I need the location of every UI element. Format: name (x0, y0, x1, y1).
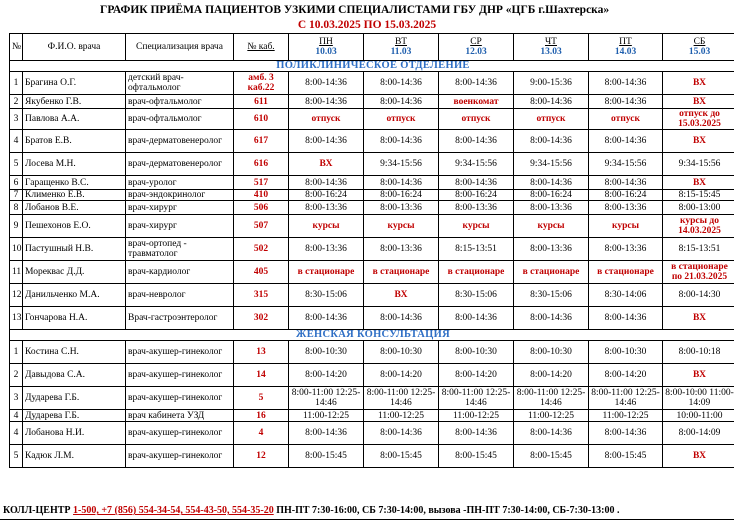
schedule-cell: 8:00-14:20 (589, 364, 663, 387)
table-row (10, 153, 734, 176)
schedule-cell: 8:00-14:36 (364, 422, 439, 445)
cabinet-number: 410 (234, 190, 289, 201)
schedule-cell: военкомат (439, 95, 514, 109)
schedule-cell: ВХ (289, 153, 364, 176)
row-number: 4 (10, 422, 23, 445)
row-number: 11 (10, 261, 23, 284)
schedule-table (9, 33, 734, 468)
table-row (10, 364, 734, 387)
row-number: 5 (10, 153, 23, 176)
row-number: 1 (10, 72, 23, 95)
cabinet-number: 507 (234, 215, 289, 238)
page-title: ГРАФИК ПРИЁМА ПАЦИЕНТОВ УЗКИМИ СПЕЦИАЛИСТАМИ ГБУ ДНР «ЦГБ г.Шахтерска» (100, 4, 610, 16)
schedule-cell: 8:00-14:36 (289, 95, 364, 109)
schedule-cell: 8:00-14:20 (514, 364, 589, 387)
schedule-cell: 8:00-14:36 (589, 307, 663, 330)
cabinet-number: 14 (234, 364, 289, 387)
table-row (10, 261, 734, 284)
schedule-cell: ВХ (663, 176, 734, 190)
table-header-row (10, 34, 734, 61)
schedule-cell: 11:00-12:25 (589, 410, 663, 422)
doctor-name: Гаращенко В.С. (23, 176, 126, 190)
footer-phones[interactable]: 1-500, +7 (856) 554-34-54, 554-43-50, 554-35-20 (73, 505, 274, 516)
schedule-cell: 11:00-12:25 (289, 410, 364, 422)
doctor-name: Пастушный Н.В. (23, 238, 126, 261)
schedule-cell: 8:00-13:36 (514, 201, 589, 215)
table-row (10, 445, 734, 468)
schedule-cell: 8:00-10:30 (514, 341, 589, 364)
cabinet-number: 506 (234, 201, 289, 215)
cabinet-number: 5 (234, 387, 289, 410)
doctor-name: Братов Е.В. (23, 130, 126, 153)
schedule-cell: 8:00-15:45 (289, 445, 364, 468)
schedule-cell: ВХ (663, 72, 734, 95)
row-number: 3 (10, 387, 23, 410)
schedule-cell: 8:00-16:24 (589, 190, 663, 201)
schedule-cell: 8:00-11:00 12:25-14:46 (589, 387, 663, 410)
doctor-specialization: врач-хирург (126, 215, 234, 238)
call-center-footer (3, 505, 733, 516)
bottom-rule (0, 519, 734, 520)
doctor-specialization: врач-акушер-гинеколог (126, 364, 234, 387)
doctor-name: Клименко Е.В. (23, 190, 126, 201)
doctor-specialization: врач-акушер-гинеколог (126, 387, 234, 410)
doctor-specialization: врач-офтальмолог (126, 95, 234, 109)
table-row (10, 341, 734, 364)
table-row (10, 387, 734, 410)
table-row (10, 307, 734, 330)
doctor-specialization: врач-эндокринолог (126, 190, 234, 201)
schedule-cell: курсы (589, 215, 663, 238)
doctor-specialization: врач-акушер-гинеколог (126, 445, 234, 468)
schedule-cell: 8:00-14:36 (589, 130, 663, 153)
schedule-cell: 8:00-14:36 (364, 130, 439, 153)
schedule-cell: 8:00-15:45 (364, 445, 439, 468)
cabinet-number: 16 (234, 410, 289, 422)
section-title: ЖЕНСКАЯ КОНСУЛЬТАЦИЯ (10, 330, 734, 341)
schedule-cell: ВХ (663, 364, 734, 387)
schedule-cell: курсы до 14.03.2025 (663, 215, 734, 238)
schedule-cell: 8:00-10:00 11:00-14:09 (663, 387, 734, 410)
table-row (10, 176, 734, 190)
schedule-cell: 8:00-11:00 12:25-14:46 (289, 387, 364, 410)
schedule-cell: 9:34-15:56 (663, 153, 734, 176)
schedule-cell: 9:34-15:56 (589, 153, 663, 176)
schedule-cell: 11:00-12:25 (514, 410, 589, 422)
header-num: № (10, 34, 23, 61)
schedule-cell: ВХ (663, 307, 734, 330)
schedule-cell: 11:00-12:25 (364, 410, 439, 422)
cabinet-number: 405 (234, 261, 289, 284)
schedule-cell: 8:00-14:36 (289, 176, 364, 190)
cabinet-number: 610 (234, 109, 289, 130)
schedule-cell: 8:00-14:36 (289, 72, 364, 95)
schedule-cell: 8:00-13:36 (289, 238, 364, 261)
row-number: 10 (10, 238, 23, 261)
schedule-cell: 8:00-14:36 (589, 422, 663, 445)
header-day-thu: ЧТ 13.03 (514, 34, 589, 61)
header-cab: № каб. (234, 34, 289, 61)
schedule-cell: 8:00-11:00 12:25-14:46 (364, 387, 439, 410)
schedule-cell: 8:00-14:36 (289, 130, 364, 153)
schedule-cell: 8:15-13:51 (439, 238, 514, 261)
schedule-cell: 9:00-15:36 (514, 72, 589, 95)
schedule-cell: 8:00-13:36 (364, 238, 439, 261)
schedule-cell: 8:00-16:24 (364, 190, 439, 201)
row-number: 9 (10, 215, 23, 238)
schedule-cell: отпуск (439, 109, 514, 130)
schedule-cell: ВХ (663, 130, 734, 153)
schedule-cell: 8:15-13:51 (663, 238, 734, 261)
schedule-cell: 9:34-15:56 (439, 153, 514, 176)
doctor-name: Якубенко Г.В. (23, 95, 126, 109)
schedule-cell: отпуск (514, 109, 589, 130)
schedule-cell: 8:00-10:30 (439, 341, 514, 364)
doctor-name: Дударева Г.Б. (23, 387, 126, 410)
schedule-cell: в стационаре (589, 261, 663, 284)
doctor-name: Лобанова Н.И. (23, 422, 126, 445)
schedule-cell: 8:00-14:36 (439, 176, 514, 190)
schedule-cell: 8:00-14:36 (514, 307, 589, 330)
table-row (10, 410, 734, 422)
doctor-specialization: врач-кардиолог (126, 261, 234, 284)
footer-prefix: КОЛЛ-ЦЕНТР (3, 505, 74, 516)
schedule-cell: 8:30-15:06 (439, 284, 514, 307)
schedule-cell: 8:00-10:30 (289, 341, 364, 364)
header-spec: Специализация врача (126, 34, 234, 61)
table-row (10, 201, 734, 215)
schedule-cell: в стационаре (364, 261, 439, 284)
doctor-specialization: врач-дерматовенеролог (126, 153, 234, 176)
schedule-cell: 8:00-14:30 (663, 284, 734, 307)
schedule-cell: 8:00-13:36 (589, 201, 663, 215)
schedule-cell: 8:00-14:36 (364, 176, 439, 190)
table-row (10, 190, 734, 201)
doctor-name: Лосева М.Н. (23, 153, 126, 176)
schedule-cell: 8:15-15:45 (663, 190, 734, 201)
doctor-name: Пешехонов Е.О. (23, 215, 126, 238)
doctor-specialization: врач-дерматовенеролог (126, 130, 234, 153)
schedule-cell: курсы (289, 215, 364, 238)
doctor-name: Данильченко М.А. (23, 284, 126, 307)
schedule-cell: 8:00-14:36 (364, 72, 439, 95)
cabinet-number: 12 (234, 445, 289, 468)
table-row (10, 284, 734, 307)
schedule-cell: 9:34-15:56 (514, 153, 589, 176)
schedule-cell: в стационаре по 21.03.2025 (663, 261, 734, 284)
schedule-cell: 8:00-14:36 (439, 422, 514, 445)
cabinet-number: 502 (234, 238, 289, 261)
table-row (10, 422, 734, 445)
doctor-specialization: врач-акушер-гинеколог (126, 422, 234, 445)
doctor-name: Гончарова Н.А. (23, 307, 126, 330)
row-number: 5 (10, 445, 23, 468)
page-subtitle: С 10.03.2025 ПО 15.03.2025 (297, 19, 437, 31)
schedule-cell: 8:00-15:45 (589, 445, 663, 468)
doctor-name: Костина С.Н. (23, 341, 126, 364)
cabinet-number: 517 (234, 176, 289, 190)
section-title: ПОЛИКЛИНИЧЕСКОЕ ОТДЕЛЕНИЕ (10, 61, 734, 72)
doctor-specialization: врач-офтальмолог (126, 109, 234, 130)
header-day-sat: СБ 15.03 (663, 34, 734, 61)
table-row (10, 130, 734, 153)
row-number: 2 (10, 364, 23, 387)
cabinet-number: 315 (234, 284, 289, 307)
header-day-fri: ПТ 14.03 (589, 34, 663, 61)
doctor-specialization: врач-хирург (126, 201, 234, 215)
table-row (10, 238, 734, 261)
schedule-cell: 8:00-14:20 (364, 364, 439, 387)
schedule-cell: 8:00-14:20 (439, 364, 514, 387)
schedule-cell: курсы (364, 215, 439, 238)
doctor-name: Брагина О.Г. (23, 72, 126, 95)
schedule-cell: курсы (439, 215, 514, 238)
doctor-specialization: врач-уролог (126, 176, 234, 190)
cabinet-number: амб. 3 каб.22 (234, 72, 289, 95)
row-number: 6 (10, 176, 23, 190)
schedule-cell: 8:00-14:36 (289, 422, 364, 445)
schedule-cell: отпуск (364, 109, 439, 130)
schedule-cell: 8:00-14:36 (364, 307, 439, 330)
header-day-tue: ВТ 11.03 (364, 34, 439, 61)
schedule-cell: 8:00-14:36 (589, 72, 663, 95)
row-number: 3 (10, 109, 23, 130)
header-day-mon: ПН 10.03 (289, 34, 364, 61)
schedule-cell: 8:00-16:24 (289, 190, 364, 201)
schedule-cell: 8:00-16:24 (514, 190, 589, 201)
section-header-row (10, 61, 734, 72)
row-number: 8 (10, 201, 23, 215)
doctor-name: Кадюк Л.М. (23, 445, 126, 468)
footer-hours: ПН-ПТ 7:30-16:00, СБ 7:30-14:00, вызова -ПН-ПТ 7:30-14:00, СБ-7:30-13:00 . (273, 505, 620, 516)
schedule-cell: 8:00-13:36 (439, 201, 514, 215)
schedule-cell: 8:00-15:45 (439, 445, 514, 468)
schedule-cell: в стационаре (289, 261, 364, 284)
doctor-specialization: врач-невролог (126, 284, 234, 307)
cabinet-number: 617 (234, 130, 289, 153)
schedule-cell: 8:00-10:30 (364, 341, 439, 364)
row-number: 1 (10, 341, 23, 364)
schedule-cell: ВХ (663, 95, 734, 109)
row-number: 13 (10, 307, 23, 330)
schedule-cell: 8:00-16:24 (439, 190, 514, 201)
schedule-cell: отпуск до 15.03.2025 (663, 109, 734, 130)
schedule-cell: 8:00-11:00 12:25-14:46 (514, 387, 589, 410)
table-row (10, 95, 734, 109)
table-row (10, 109, 734, 130)
schedule-cell: 8:00-14:36 (439, 72, 514, 95)
schedule-cell: в стационаре (439, 261, 514, 284)
schedule-cell: отпуск (589, 109, 663, 130)
schedule-cell: 8:00-14:36 (589, 176, 663, 190)
schedule-cell: 8:00-10:30 (589, 341, 663, 364)
schedule-cell: 8:00-14:36 (439, 307, 514, 330)
schedule-cell: курсы (514, 215, 589, 238)
schedule-cell: 8:00-14:36 (514, 95, 589, 109)
schedule-cell: 8:00-14:36 (514, 176, 589, 190)
doctor-specialization: врач-акушер-гинеколог (126, 341, 234, 364)
schedule-cell: 8:30-14:06 (589, 284, 663, 307)
section-header-row (10, 330, 734, 341)
doctor-specialization: Врач-гастроэнтеролог (126, 307, 234, 330)
row-number: 4 (10, 130, 23, 153)
doctor-specialization: врач кабинета УЗД (126, 410, 234, 422)
schedule-cell: 8:00-14:36 (514, 422, 589, 445)
schedule-cell: 8:00-14:36 (289, 307, 364, 330)
row-number: 4 (10, 410, 23, 422)
doctor-specialization: детский врач-офтальмолог (126, 72, 234, 95)
table-row (10, 72, 734, 95)
schedule-cell: 8:30-15:06 (514, 284, 589, 307)
row-number: 12 (10, 284, 23, 307)
cabinet-number: 302 (234, 307, 289, 330)
doctor-specialization: врач-ортопед - травматолог (126, 238, 234, 261)
schedule-cell: 8:00-14:36 (514, 130, 589, 153)
doctor-name: Мореквас Д.Д. (23, 261, 126, 284)
table-row (10, 215, 734, 238)
schedule-cell: 8:00-14:36 (589, 95, 663, 109)
schedule-cell: 8:00-14:20 (289, 364, 364, 387)
cabinet-number: 611 (234, 95, 289, 109)
schedule-cell: 8:00-11:00 12:25-14:46 (439, 387, 514, 410)
schedule-cell: 8:00-14:09 (663, 422, 734, 445)
header-name: Ф.И.О. врача (23, 34, 126, 61)
schedule-cell: отпуск (289, 109, 364, 130)
schedule-cell: 9:34-15:56 (364, 153, 439, 176)
schedule-cell: 8:00-13:36 (289, 201, 364, 215)
doctor-name: Лобанов В.Е. (23, 201, 126, 215)
header-day-wed: СР 12.03 (439, 34, 514, 61)
cabinet-number: 13 (234, 341, 289, 364)
schedule-cell: 8:00-15:45 (514, 445, 589, 468)
schedule-cell: 11:00-12:25 (439, 410, 514, 422)
schedule-cell: 8:00-13:36 (364, 201, 439, 215)
schedule-cell: 10:00-11:00 (663, 410, 734, 422)
doctor-name: Давыдова С.А. (23, 364, 126, 387)
cabinet-number: 616 (234, 153, 289, 176)
row-number: 2 (10, 95, 23, 109)
row-number: 7 (10, 190, 23, 201)
schedule-cell: 8:30-15:06 (289, 284, 364, 307)
schedule-cell: 8:00-10:18 (663, 341, 734, 364)
cabinet-number: 4 (234, 422, 289, 445)
doctor-name: Дударева Г.Б. (23, 410, 126, 422)
schedule-cell: 8:00-14:36 (364, 95, 439, 109)
schedule-cell: 8:00-13:00 (663, 201, 734, 215)
schedule-cell: 8:00-14:36 (439, 130, 514, 153)
schedule-cell: ВХ (663, 445, 734, 468)
doctor-name: Павлова А.А. (23, 109, 126, 130)
schedule-cell: ВХ (364, 284, 439, 307)
schedule-cell: 8:00-13:36 (514, 238, 589, 261)
schedule-cell: 8:00-13:36 (589, 238, 663, 261)
schedule-cell: в стационаре (514, 261, 589, 284)
